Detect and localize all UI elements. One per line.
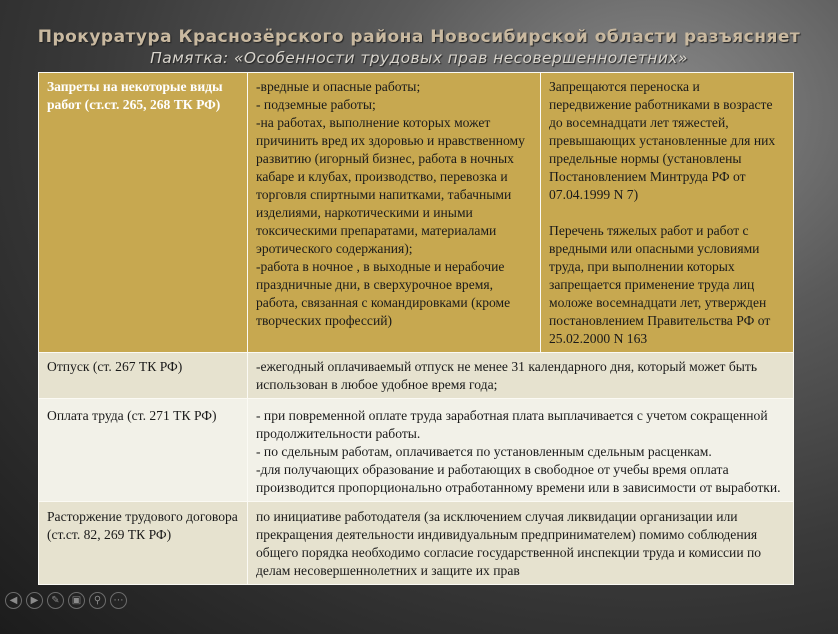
payment-text (248, 399, 794, 502)
list-item: -для получающих образование и работающих в свободное от учебы время оплата производится пропорционально отработанному времени или в зависимости от выработки. (256, 462, 781, 495)
table-row (39, 73, 794, 353)
table-row (39, 502, 794, 585)
pen-icon[interactable]: ✎ (47, 592, 64, 609)
note-weights: Запрещаются переноска и передвижение работниками в возрасте до восемнадцати лет тяжестей, превышающих установленные для них предельные нормы (установлены Постановлением Минтруда РФ от 07.04.1999 N 7) (549, 79, 776, 202)
more-icon[interactable]: ⋯ (110, 592, 127, 609)
zoom-icon[interactable]: ⚲ (89, 592, 106, 609)
list-item: - подземные работы; (256, 97, 376, 112)
row-label-termination: Расторжение трудового договора (ст.ст. 82, 269 ТК РФ) (39, 502, 248, 585)
list-item: - по сдельным работам, оплачивается по установленным сдельным расценкам. (256, 444, 712, 459)
list-item: -работа в ночное , в выходные и нерабочие праздничные дни, в сверхурочное время, работа, связанная с командировками (кроме творческих профессий) (256, 259, 511, 328)
slideshow-toolbar (5, 592, 127, 612)
list-item: - при повременной оплате труда заработная плата выплачивается с учетом сокращенной продолжительности работы. (256, 408, 768, 441)
work-bans-list (248, 73, 541, 353)
table-row (39, 353, 794, 399)
spacer (549, 204, 785, 222)
slide-title: Прокуратура Краснозёрского района Новосибирской области разъясняет (37, 27, 801, 47)
note-hazard-list: Перечень тяжелых работ и работ с вредными или опасными условиями труда, при выполнении которых запрещается применение труда лиц моложе восемнадцати лет, утвержден постановлением Правительства РФ от 25.02.2000 N 163 (549, 223, 771, 346)
memo-table (38, 72, 794, 585)
work-bans-notes (541, 73, 794, 353)
next-icon[interactable]: ▶ (26, 592, 43, 609)
slide-subtitle: Памятка: «Особенности трудовых прав несовершеннолетних» (150, 49, 688, 67)
slides-icon[interactable]: ▣ (68, 592, 85, 609)
list-item: -вредные и опасные работы; (256, 79, 421, 94)
row-label-work-bans: Запреты на некоторые виды работ (ст.ст. 265, 268 ТК РФ) (39, 73, 248, 353)
list-item: -на работах, выполнение которых может причинить вред их здоровью и нравственному развитию (игорный бизнес, работа в ночных кабаре и клубах, производство, перевозка и торговля спиртными напитками, табачными изделиями, наркотическими и иными токсическими препаратами, материалами эротического содержания); (256, 115, 525, 256)
row-label-payment: Оплата труда (ст. 271 ТК РФ) (39, 399, 248, 502)
vacation-text: -ежегодный оплачиваемый отпуск не менее 31 календарного дня, который может быть использован в любое удобное время года; (248, 353, 794, 399)
table-row (39, 399, 794, 502)
previous-icon[interactable]: ◀ (5, 592, 22, 609)
row-label-vacation: Отпуск (ст. 267 ТК РФ) (39, 353, 248, 399)
termination-text: по инициативе работодателя (за исключением случая ликвидации организации или прекращения деятельности индивидуальным предпринимателем) помимо соблюдения общего порядка необходимо согласие государственной инспекции труда и комиссии по делам несовершеннолетних и защите их прав (248, 502, 794, 585)
